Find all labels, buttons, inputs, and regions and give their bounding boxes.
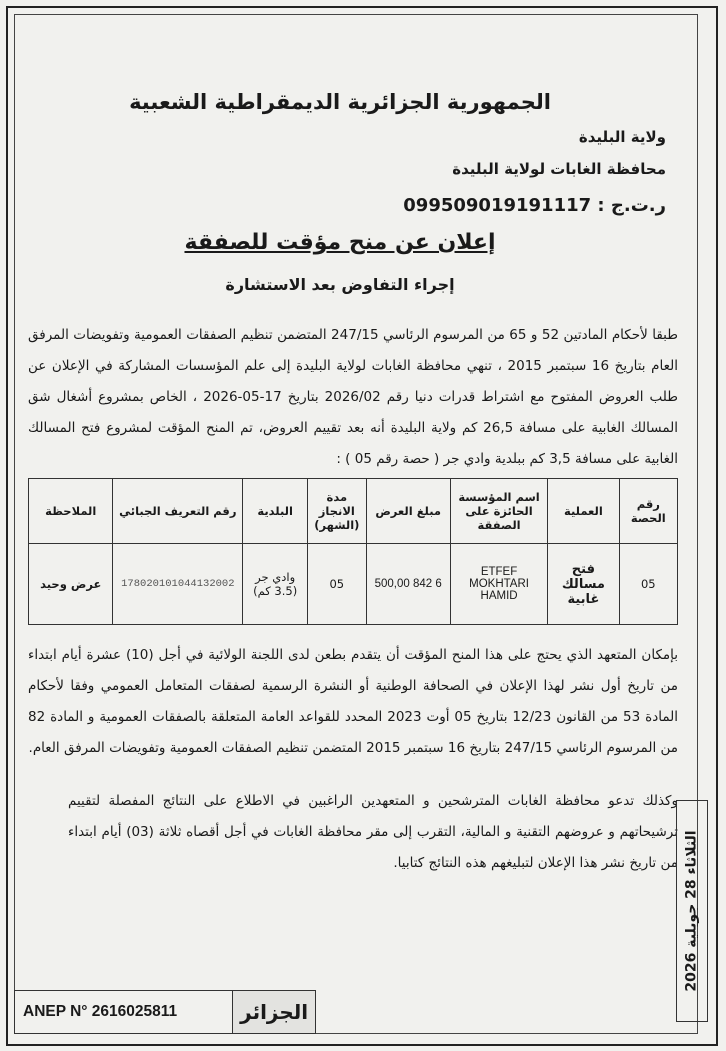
header-lot: رقم الحصة [619,479,677,544]
header-amount: مبلغ العرض [366,479,450,544]
cell-duration: 05 [308,544,366,625]
cell-municipality: وادي جر (3.5 كم) [243,544,308,625]
header-remark: الملاحظة [29,479,113,544]
paragraph-intro [28,320,678,475]
header-operation: العملية [548,479,619,544]
anep-number: ANEP N° 2616025811 [23,1003,178,1020]
tax-id: ر.ت.ج : 099509019191117 [403,195,666,216]
header-municipality: البلدية [243,479,308,544]
paragraph-1: طبقا لأحكام المادتين 52 و 65 من المرسوم الرئاسي 247/15 المتضمن تنظيم الصفقات العمومية وتفويضات المرفق العام بتاريخ 16 سبتمبر 2015 ، تنهي محافظة الغابات لولاية البليدة إلى علم المؤسسات المشاركة في الإعلان عن طلب العروض المفتوح مع اشتراط قدرات دنيا رقم 2026/02 بتاريخ 17-05-2026 ، الخاص بمشروع أشغال شق المسالك الغابية على مسافة 26,5 كم ولاية البليدة أنه بعد تقييم العروض، تم المنح المؤقت لمشروع فتح المسالك الغابية على مسافة 3,5 كم ببلدية وادي جر ( حصة رقم 05 ) : [28,327,678,467]
cell-amount: 6 842 500,00 [366,544,450,625]
paragraph-results [68,786,678,879]
header-tax-number: رقم التعريف الجبائي [113,479,243,544]
paragraph-3: وكذلك تدعو محافظة الغابات المترشحين و المتعهدين الراغبين في الاطلاع على النتائج المفصلة لتقييم ترشيحاتهم و عروضهم التقنية و المالية، التقرب إلى مقر محافظة الغابات في أجل أقصاه ثلاثة (03) أيام ابتداء من تاريخ نشر هذا الإعلان لتبليغهم هذه النتائج كتابيا. [68,793,678,871]
republic-title: الجمهورية الجزائرية الديمقراطية الشعبية [129,90,551,114]
table-header-row [29,479,678,544]
newspaper-logo: الجزائر [232,991,315,1033]
conservation-name: محافظة الغابات لولاية البليدة [452,160,666,178]
award-table [28,478,678,625]
wilaya-name: ولاية البليدة [578,128,666,146]
publication-date-box [676,800,708,1022]
cell-company: ETFEF MOKHTARI HAMID [450,544,547,625]
cell-operation: فتح مسالك غابية [548,544,619,625]
cell-remark: عرض وحيد [29,544,113,625]
paragraph-appeal [28,640,678,764]
cell-lot: 05 [619,544,677,625]
paragraph-2: بإمكان المتعهد الذي يحتج على هذا المنح المؤقت أن يتقدم بطعن لدى اللجنة الولائية في أجل (10) عشرة أيام ابتداء من تاريخ أول نشر لهذا الإعلان في الصحافة الوطنية أو النشرة الرسمية لصفقات المتعامل العمومي وفقا لأحكام المادة 53 من القانون 12/23 بتاريخ 05 أوت 2023 المحدد للقواعد العامة المتعلقة بالصفقات العمومية و المادة 82 من المرسوم الرئاسي 247/15 بتاريخ 16 سبتمبر 2015 المتضمن تنظيم الصفقات العمومية وتفويضات المرفق العام. [28,647,678,756]
announcement-subtitle: إجراء التفاوض بعد الاستشارة [225,275,455,294]
anep-reference-box [14,990,316,1034]
header-duration: مدة الانجاز (الشهر) [308,479,366,544]
table-row [29,544,678,625]
announcement-title: إعلان عن منح مؤقت للصفقة [184,230,496,255]
cell-tax-number: 178020101044132002 [113,544,243,625]
header-company: اسم المؤسسة الحائزة على الصفقة [450,479,547,544]
publication-date: الثلاثاء 28 جويلية 2026 [684,830,701,992]
